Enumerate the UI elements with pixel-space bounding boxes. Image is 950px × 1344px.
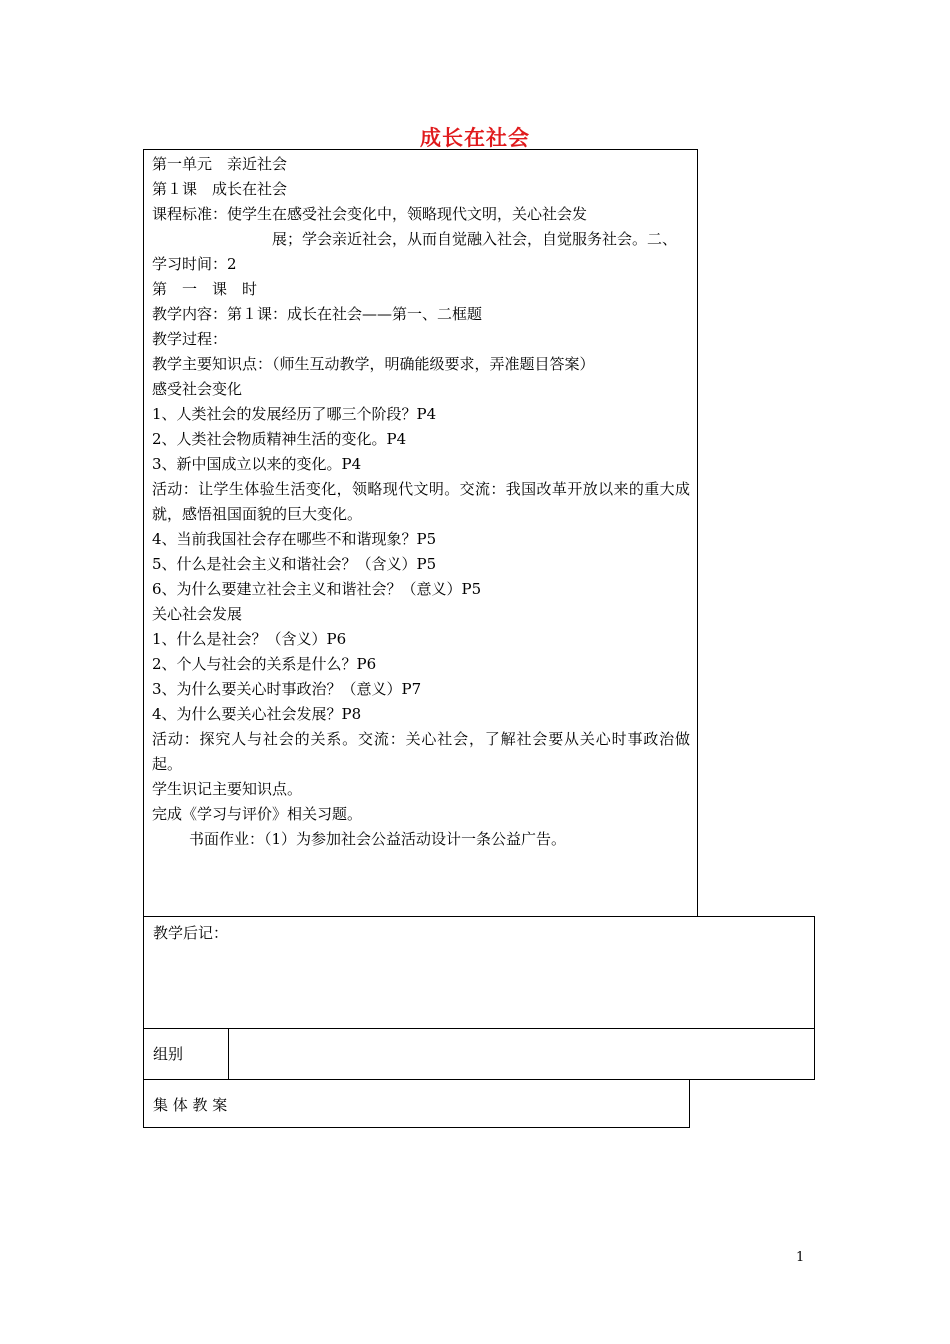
list-item: 6、为什么要建立社会主义和谐社会？（意义）P5: [152, 580, 482, 598]
activity-paragraph-1: 活动：让学生体验生活变化，领略现代文明。交流：我国改革开放以来的重大成就，感悟祖国面貌的巨大变化。: [152, 480, 690, 523]
period-line: 第 一 课 时: [152, 280, 258, 298]
collective-plan-box: [143, 1079, 690, 1128]
page-number: 1: [796, 1250, 805, 1265]
group-row: [143, 1028, 815, 1080]
study-time-line: 学习时间：2: [152, 255, 237, 273]
page-title: 成长在社会: [420, 126, 530, 150]
standard-line-2: 展；学会亲近社会，从而自觉融入社会，自觉服务社会。二、: [272, 230, 678, 248]
process-line: 教学过程：: [152, 330, 228, 348]
collective-label: 集 体 教 案: [153, 1096, 228, 1114]
list-item: 3、为什么要关心时事政治？（意义）P7: [152, 680, 422, 698]
key-points-line: 教学主要知识点：（师生互动教学，明确能级要求，弄准题目答案）: [152, 355, 595, 373]
group-label: 组别: [153, 1045, 184, 1063]
list-item: 2、人类社会物质精神生活的变化。P4: [152, 430, 407, 448]
homework-line: 书面作业：（1）为参加社会公益活动设计一条公益广告。: [189, 830, 567, 848]
section-heading-1: 感受社会变化: [152, 380, 243, 398]
list-item: 4、当前我国社会存在哪些不和谐现象？P5: [152, 530, 437, 548]
memorize-line: 学生识记主要知识点。: [152, 780, 303, 798]
list-item: 5、什么是社会主义和谐社会？（含义）P5: [152, 555, 437, 573]
lesson-plan-box: [143, 149, 698, 917]
lesson-line: 第１课 成长在社会: [152, 180, 288, 198]
standard-line-1: 课程标准：使学生在感受社会变化中，领略现代文明，关心社会发: [152, 205, 588, 223]
list-item: 4、为什么要关心社会发展？P8: [152, 705, 362, 723]
section-heading-2: 关心社会发展: [152, 605, 243, 623]
activity-paragraph-2: 活动：探究人与社会的关系。交流：关心社会，了解社会要从关心时事政治做起。: [152, 730, 690, 773]
list-item: 1、什么是社会？（含义）P6: [152, 630, 347, 648]
list-item: 2、个人与社会的关系是什么？P6: [152, 655, 377, 673]
exercise-line: 完成《学习与评价》相关习题。: [152, 805, 363, 823]
teaching-postscript-box: [143, 916, 815, 1029]
lesson-content: [152, 152, 690, 852]
list-item: 3、新中国成立以来的变化。P4: [152, 455, 362, 473]
content-line: 教学内容：第１课：成长在社会——第一、二框题: [152, 305, 483, 323]
list-item: 1、人类社会的发展经历了哪三个阶段？P4: [152, 405, 437, 423]
unit-line: 第一单元 亲近社会: [152, 155, 288, 173]
postscript-label: 教学后记：: [153, 924, 229, 942]
group-divider: [228, 1028, 229, 1079]
